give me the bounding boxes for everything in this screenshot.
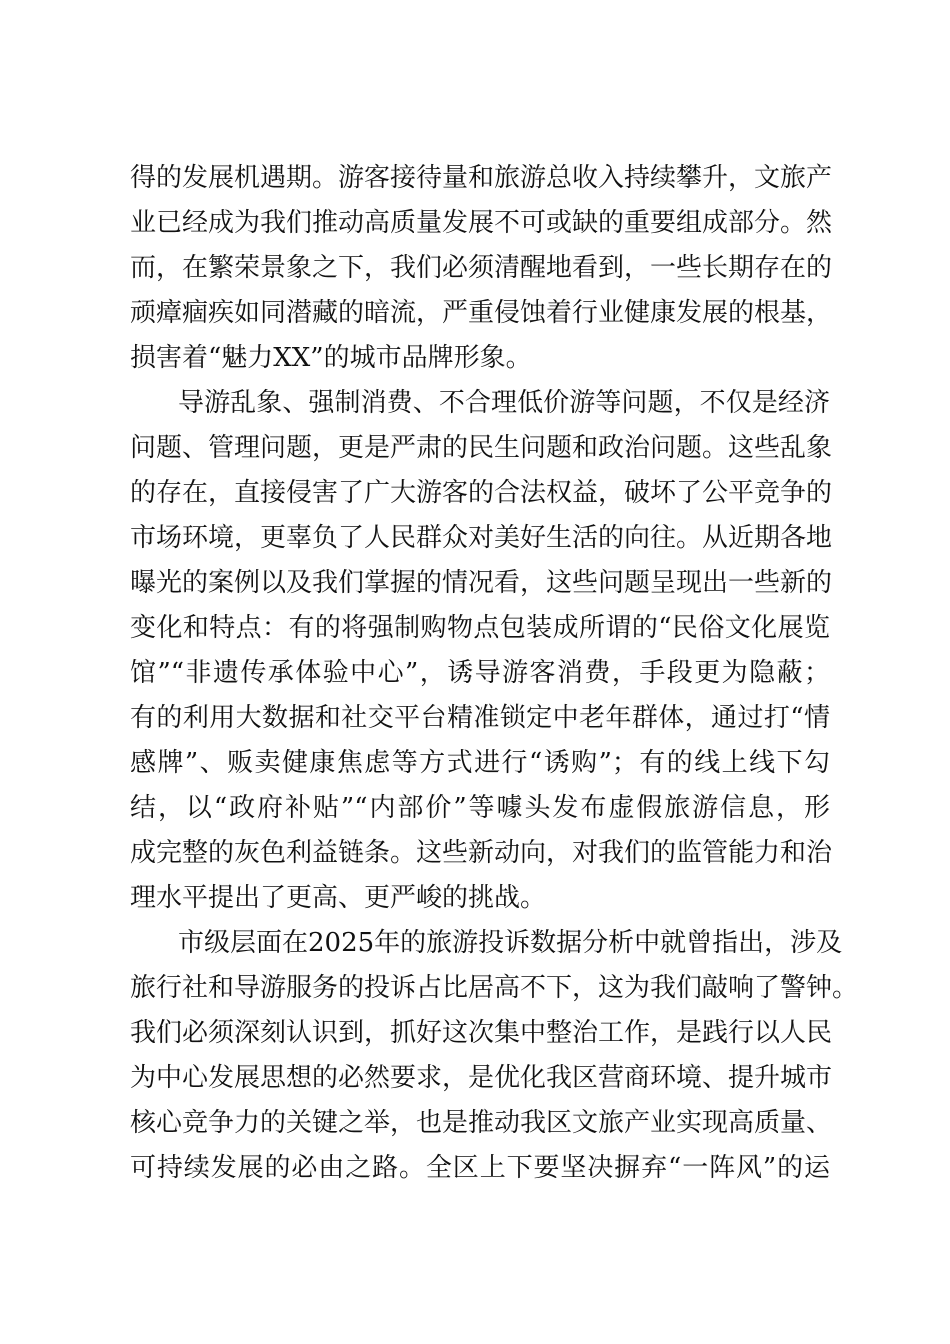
text-line: 可持续发展的必由之路。全区上下要坚决摒弃“一阵风”的运 — [130, 1153, 830, 1183]
paragraph-2 — [130, 381, 833, 921]
text-line: 旅行社和导游服务的投诉占比居高不下，这为我们敲响了警钟。 — [130, 973, 859, 1003]
paragraph-3 — [130, 921, 859, 1191]
paragraph-1 — [130, 156, 833, 381]
text-line: 顽瘴痼疾如同潜藏的暗流，严重侵蚀着行业健康发展的根基， — [130, 298, 833, 328]
text-line: 感牌”、贩卖健康焦虑等方式进行“诱购”；有的线上线下勾 — [130, 748, 830, 778]
text-line: 结，以“政府补贴”“内部价”等噱头发布虚假旅游信息，形 — [130, 793, 830, 823]
document-body — [130, 156, 859, 1191]
text-line: 有的利用大数据和社交平台精准锁定中老年群体，通过打“情 — [130, 703, 830, 733]
text-line: 成完整的灰色利益链条。这些新动向，对我们的监管能力和治 — [130, 838, 833, 868]
text-line: 曝光的案例以及我们掌握的情况看，这些问题呈现出一些新的 — [130, 568, 833, 598]
text-line: 我们必须深刻认识到，抓好这次集中整治工作，是践行以人民 — [130, 1018, 833, 1048]
text-line: 问题、管理问题，更是严肃的民生问题和政治问题。这些乱象 — [130, 433, 833, 463]
text-line: 为中心发展思想的必然要求，是优化我区营商环境、提升城市 — [130, 1063, 833, 1093]
text-line: 而，在繁荣景象之下，我们必须清醒地看到，一些长期存在的 — [130, 253, 833, 283]
text-line: 市场环境，更辜负了人民群众对美好生活的向往。从近期各地 — [130, 523, 833, 553]
text-line: 损害着“魅力XX”的城市品牌形象。 — [130, 343, 532, 373]
text-line: 业已经成为我们推动高质量发展不可或缺的重要组成部分。然 — [130, 208, 833, 238]
text-line: 导游乱象、强制消费、不合理低价游等问题，不仅是经济 — [178, 388, 830, 418]
text-line: 的存在，直接侵害了广大游客的合法权益，破坏了公平竞争的 — [130, 478, 833, 508]
text-line: 变化和特点：有的将强制购物点包装成所谓的“民俗文化展览 — [130, 613, 830, 643]
text-line: 市级层面在2025年的旅游投诉数据分析中就曾指出，涉及 — [178, 928, 843, 958]
text-line: 理水平提出了更高、更严峻的挑战。 — [130, 883, 547, 913]
text-line: 得的发展机遇期。游客接待量和旅游总收入持续攀升，文旅产 — [130, 163, 833, 193]
text-line: 馆”“非遗传承体验中心”，诱导游客消费，手段更为隐蔽； — [130, 658, 830, 688]
text-line: 核心竞争力的关键之举，也是推动我区文旅产业实现高质量、 — [130, 1108, 833, 1138]
